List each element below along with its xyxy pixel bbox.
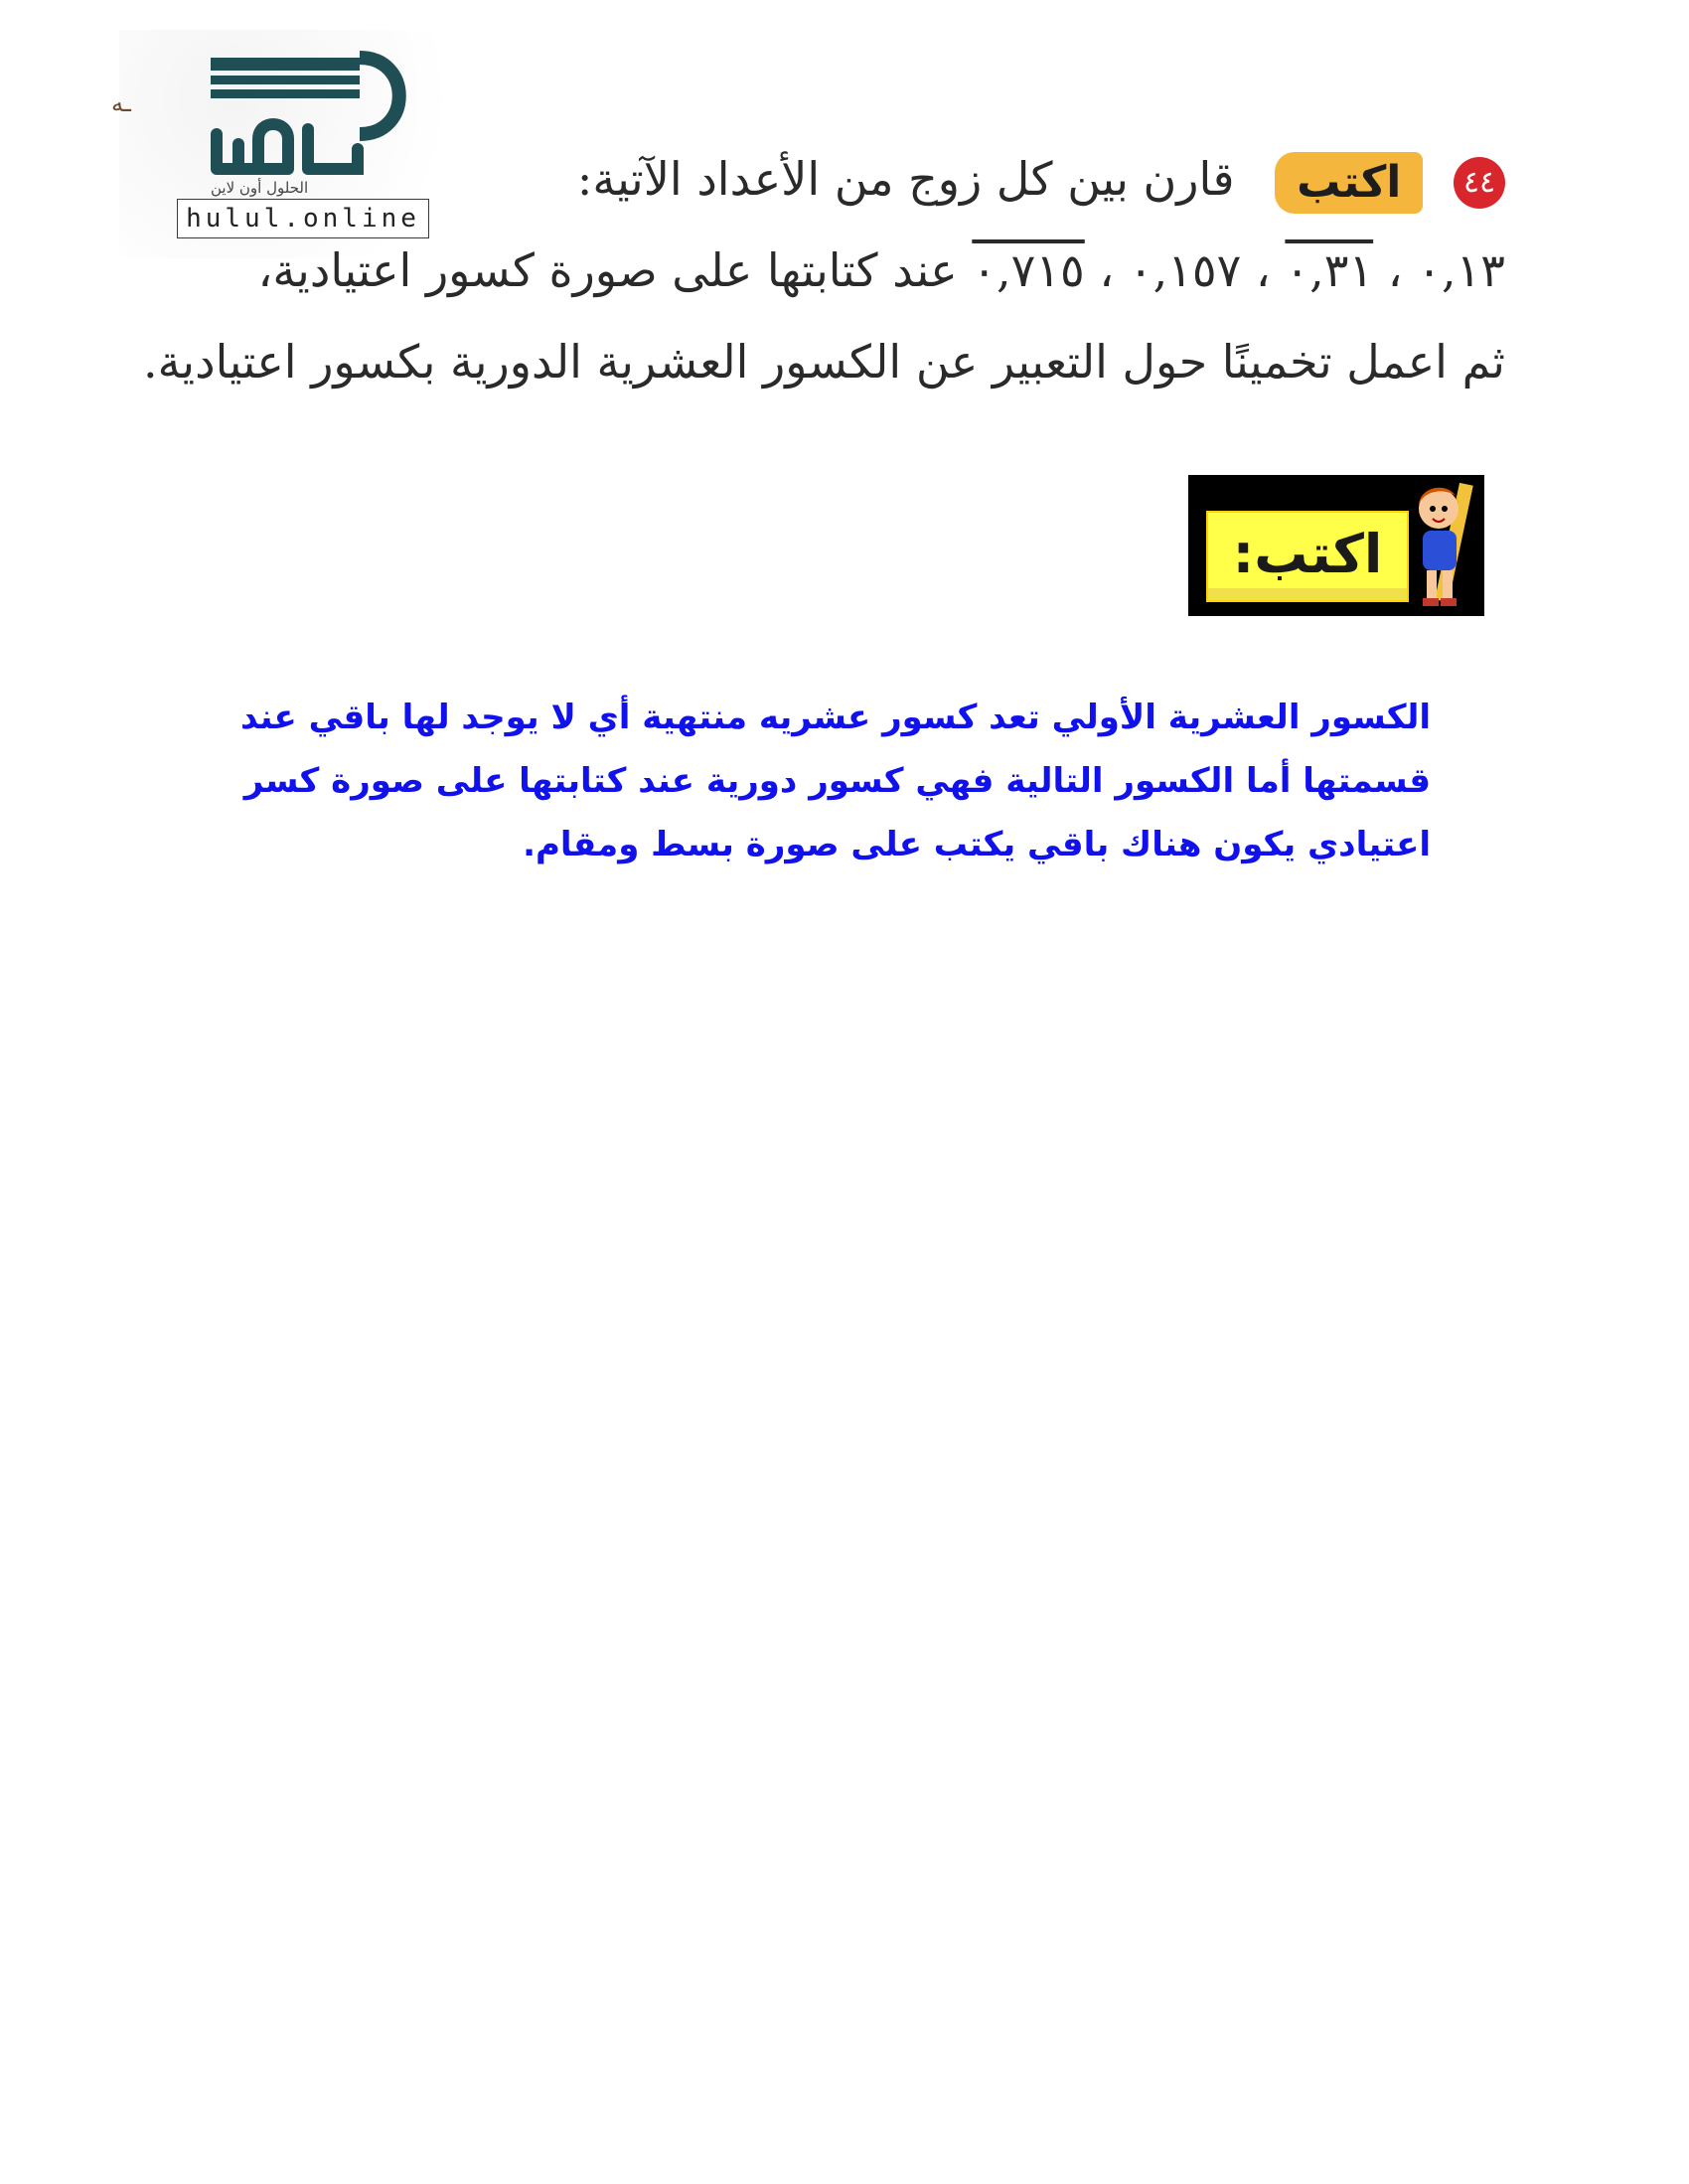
write-banner — [1188, 475, 1484, 616]
banner-label: اكتب: — [1232, 523, 1383, 585]
question-text-1: قارن بين كل زوج من الأعداد الآتية: — [576, 152, 1235, 206]
number-4: ٠,٧١٥ — [972, 243, 1085, 297]
number-3: ٠,١٥٧ — [1128, 243, 1242, 297]
logo-site-label[interactable]: hulul.online — [177, 199, 429, 238]
logo-tagline: الحلول أون لاين — [211, 179, 309, 197]
answer-line-3: اعتيادي يكون هناك باقي يكتب على صورة بسط ومقام. — [523, 825, 1431, 864]
answer-line-2: قسمتها أما الكسور التالية فهي كسور دورية عند كتابتها على صورة كسر — [243, 761, 1431, 801]
write-tag: اكتب — [1275, 152, 1423, 214]
number-2: ٠,٣١ — [1285, 243, 1374, 297]
separator: ، — [1084, 243, 1115, 297]
answer-text — [240, 686, 1431, 876]
page-mark: ـه — [111, 89, 131, 117]
question-line-1 — [288, 139, 1505, 231]
answer-line-1: الكسور العشرية الأولي تعد كسور عشريه منتهية أي لا يوجد لها باقي عند — [240, 698, 1431, 737]
number-1: ٠,١٣ — [1417, 243, 1505, 297]
separator: ، — [1241, 243, 1271, 297]
child-pencil-icon — [1399, 475, 1484, 616]
question-line-3: ثم اعمل تخمينًا حول التعبير عن الكسور العشرية الدورية بكسور اعتيادية. — [143, 335, 1505, 389]
question-text-2: عند كتابتها على صورة كسور اعتيادية، — [257, 243, 958, 297]
separator: ، — [1373, 243, 1403, 297]
question-number-badge: ٤٤ — [1454, 157, 1505, 209]
question-line-2 — [257, 231, 1505, 322]
